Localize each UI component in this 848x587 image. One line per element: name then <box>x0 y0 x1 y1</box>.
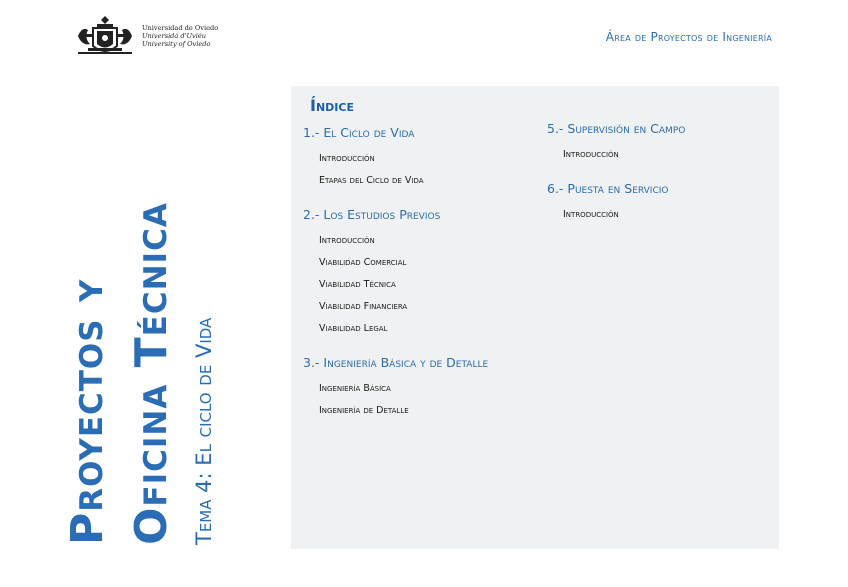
section-item: Introducción <box>319 153 375 164</box>
section-item: Introducción <box>319 235 375 246</box>
section-title: 5.- Supervisión en Campo <box>547 121 686 136</box>
university-crest-icon <box>74 12 136 62</box>
section-items <box>319 148 503 192</box>
section-item: Introducción <box>563 209 619 220</box>
section-items <box>319 378 503 422</box>
university-name <box>142 24 218 48</box>
area-title: Área de Proyectos de Ingeniería <box>605 30 772 44</box>
section-item: Viabilidad Financiera <box>319 301 408 312</box>
section-item: Etapas del Ciclo de Vida <box>319 175 424 186</box>
vertical-title <box>56 85 224 545</box>
index-column-right <box>547 120 767 240</box>
university-name-es: Universidad de Oviedo <box>142 24 219 32</box>
index-panel <box>291 86 779 549</box>
course-title-line2: Oficina Técnica <box>126 202 177 545</box>
section-title: 2.- Los Estudios Previos <box>303 207 441 222</box>
section-items <box>563 204 767 226</box>
course-title-line1: Proyectos y <box>62 278 113 545</box>
section-item: Viabilidad Comercial <box>319 257 407 268</box>
section-item: Introducción <box>563 149 619 160</box>
section-item: Ingeniería Básica <box>319 383 391 394</box>
index-column-left <box>303 124 503 436</box>
topic-subtitle: Tema 4: El ciclo de Vida <box>192 317 216 545</box>
university-name-ast: Universidá d'Uviéu <box>142 32 207 40</box>
section-title: 3.- Ingeniería Básica y de Detalle <box>303 355 489 370</box>
section-items <box>563 144 767 166</box>
section-title: 6.- Puesta en Servicio <box>547 181 669 196</box>
section-items <box>319 230 503 340</box>
section-title: 1.- El Ciclo de Vida <box>303 125 415 140</box>
university-name-en: University of Oviedo <box>142 40 211 48</box>
section-item: Viabilidad Legal <box>319 323 388 334</box>
section-item: Ingeniería de Detalle <box>319 405 409 416</box>
university-logo <box>74 12 252 62</box>
index-title: Índice <box>310 96 354 115</box>
section-item: Viabilidad Técnica <box>319 279 396 290</box>
